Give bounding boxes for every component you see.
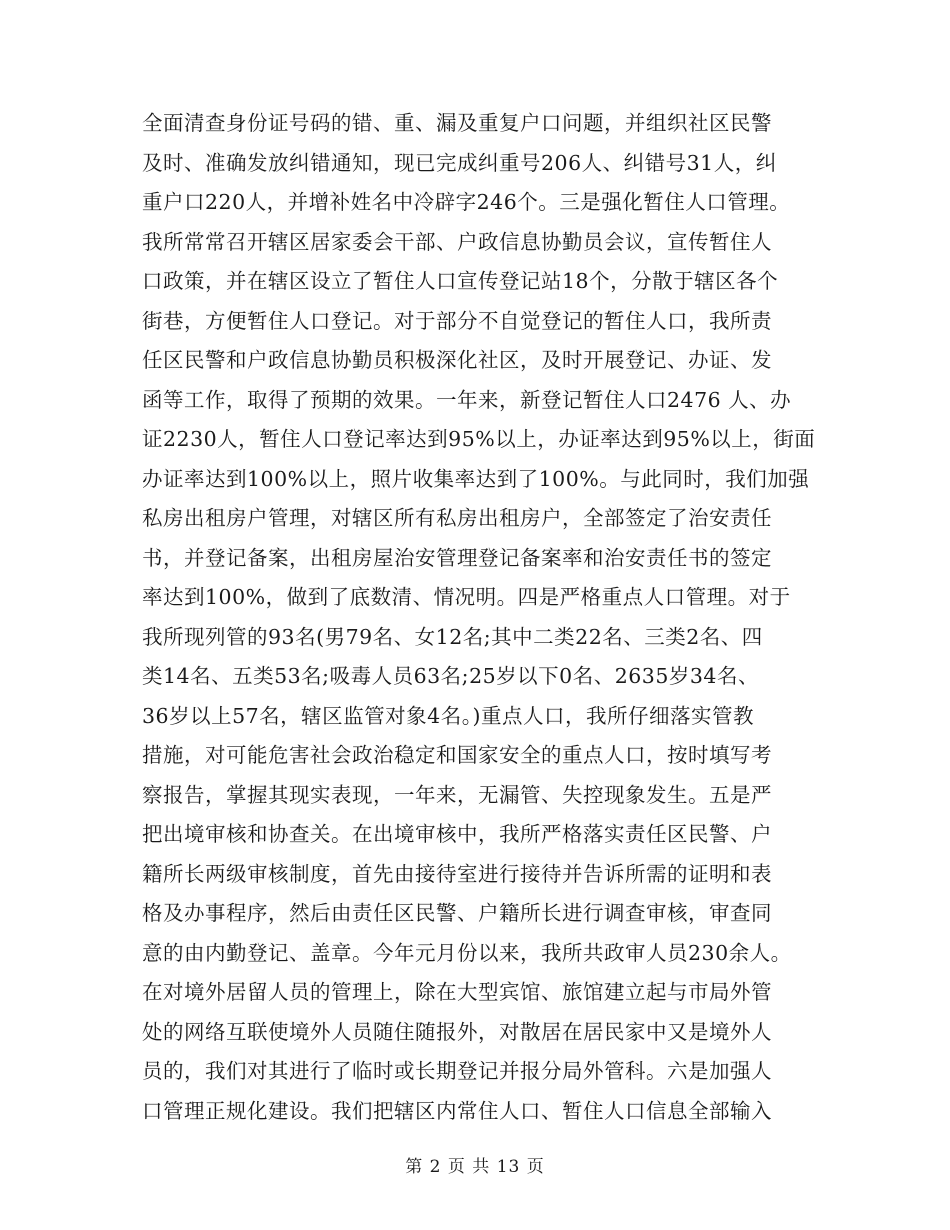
page-number-footer: 第 2 页 共 13 页 [405,1157,545,1177]
text-line: 处的网络互联使境外人员随住随报外，对散居在居民家中又是境外人 [142,1019,772,1044]
text-line: 私房出租房户管理，对辖区所有私房出租房户，全部签定了治安责任 [142,506,772,530]
text-line: 察报告，掌握其现实表现，一年来，无漏管、失控现象发生。五是严 [142,782,772,807]
text-line: 把出境审核和协查关。在出境审核中，我所严格落实责任区民警、户 [142,822,772,846]
text-line: 口管理正规化建设。我们把辖区内常住人口、暂住人口信息全部输入 [142,1098,772,1123]
text-line: 重户口220人，并增补姓名中冷辟字246个。三是强化暂住人口管理。 [142,190,791,214]
text-line: 我所现列管的93名(男79名、女12名;其中二类22名、三类2名、四 [142,624,763,649]
text-line: 任区民警和户政信息协勤员积极深化社区，及时开展登记、办证、发 [142,348,772,372]
text-line: 全面清查身份证号码的错、重、漏及重复户口问题，并组织社区民警 [142,111,772,135]
text-line: 办证率达到100%以上，照片收集率达到了100%。与此同时，我们加强 [142,466,810,491]
text-line: 措施，对可能危害社会政治稳定和国家安全的重点人口，按时填写考 [142,743,772,767]
body-text [142,104,822,1131]
text-line: 籍所长两级审核制度，首先由接待室进行接待并告诉所需的证明和表 [142,861,772,886]
text-line: 意的由内勤登记、盖章。今年元月份以来，我所共政审人员230余人。 [142,940,792,965]
text-line: 口政策，并在辖区设立了暂住人口宣传登记站18个，分散于辖区各个 [142,269,779,293]
text-line: 格及办事程序，然后由责任区民警、户籍所长进行调查审核，审查同 [142,901,772,925]
text-line: 书，并登记备案，出租房屋治安管理登记备案率和治安责任书的签定 [142,545,772,570]
text-line: 在对境外居留人员的管理上，除在大型宾馆、旅馆建立起与市局外管 [142,980,772,1004]
text-line: 类14名、五类53名;吸毒人员63名;25岁以下0名、2635岁34名、 [142,664,759,688]
text-line: 函等工作，取得了预期的效果。一年来，新登记暂住人口2476 人、办 [142,387,792,412]
text-line: 及时、准确发放纠错通知，现已完成纠重号206人、纠错号31人，纠 [142,150,777,175]
text-line: 员的，我们对其进行了临时或长期登记并报分局外管科。六是加强人 [142,1059,772,1083]
text-line: 证2230人，暂住人口登记率达到95%以上，办证率达到95%以上，街面 [142,427,816,451]
text-line: 36岁以上57名，辖区监管对象4名。)重点人口，我所仔细落实管教 [142,703,754,728]
text-line: 我所常常召开辖区居家委会干部、户政信息协勤员会议，宣传暂住人 [142,229,772,254]
text-line: 率达到100%，做到了底数清、情况明。四是严格重点人口管理。对于 [142,585,791,609]
text-line: 街巷，方便暂住人口登记。对于部分不自觉登记的暂住人口，我所责 [142,308,772,333]
